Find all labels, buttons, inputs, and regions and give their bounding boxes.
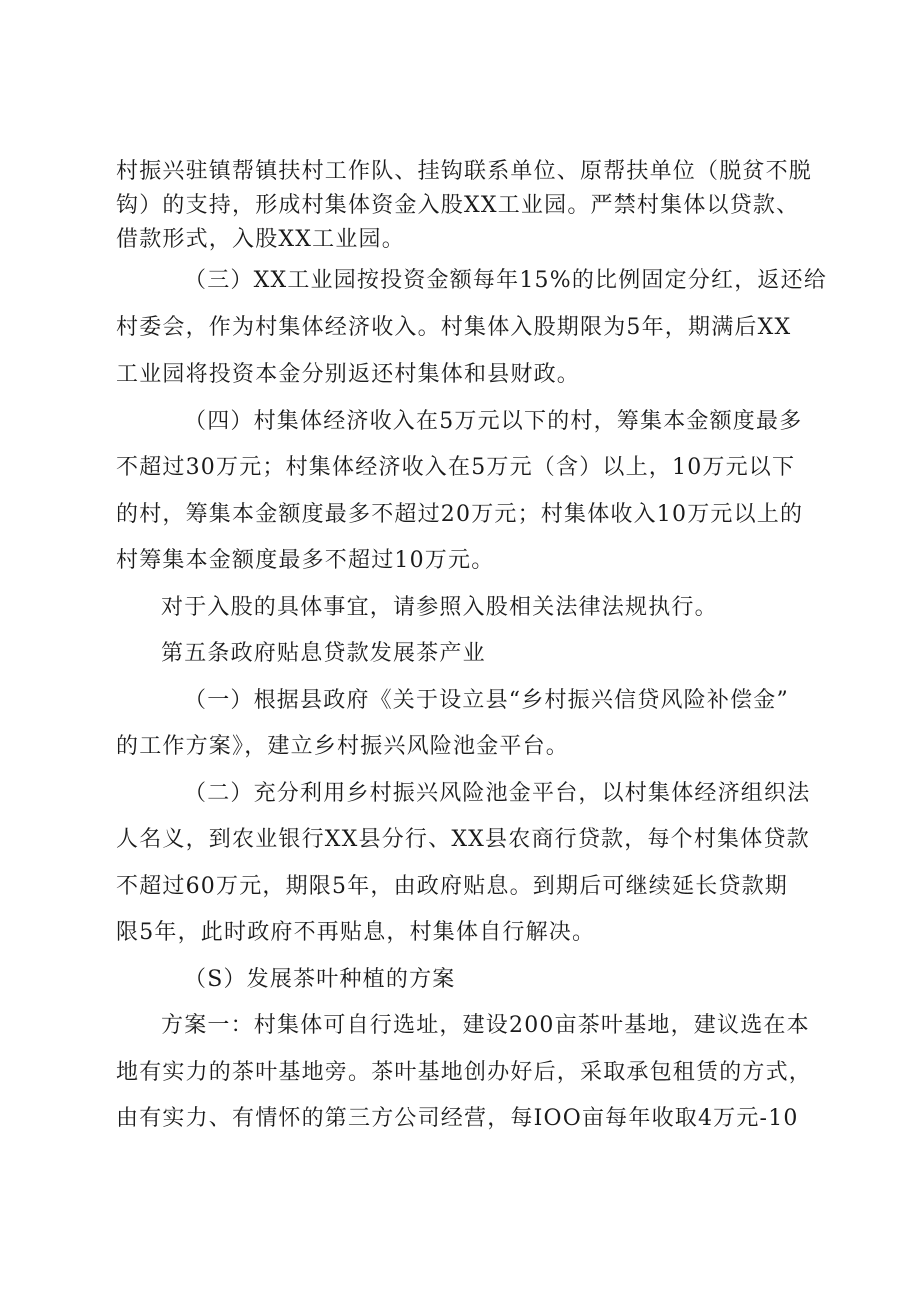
text-line: 对于入股的具体事宜，请参照入股相关法律法规执行。 xyxy=(161,595,718,620)
text-line: 地有实力的茶叶基地旁。茶叶基地创办好后，采取承包租赁的方式， xyxy=(116,1060,813,1085)
text-line: （一）根据县政府《关于设立县“乡村振兴信贷风险补偿金” xyxy=(184,688,789,713)
text-line: （三）XX工业园按投资金额每年15%的比例固定分红，返还给 xyxy=(184,268,828,293)
text-line: 钩）的支持，形成村集体资金入股XX工业园。严禁村集体以贷款、 xyxy=(116,193,800,218)
text-line: 村振兴驻镇帮镇扶村工作队、挂钩联系单位、原帮扶单位（脱贫不脱 xyxy=(116,159,813,184)
text-line: 借款形式，入股XX工业园。 xyxy=(116,227,405,252)
section-heading: 第五条政府贴息贷款发展茶产业 xyxy=(161,641,486,666)
text-line: （四）村集体经济收入在5万元以下的村，筹集本金额度最多 xyxy=(184,409,803,434)
text-line: 工业园将投资本金分别返还村集体和县财政。 xyxy=(116,362,581,387)
text-line: 由有实力、有情怀的第三方公司经营，每IOO亩每年收取4万元-10 xyxy=(116,1106,799,1131)
text-line: 方案一：村集体可自行选址，建设200亩茶叶基地，建议选在本 xyxy=(161,1013,810,1038)
text-line: 限5年，此时政府不再贴息，村集体自行解决。 xyxy=(116,920,596,945)
text-line: 的村，筹集本金额度最多不超过20万元；村集体收入10万元以上的 xyxy=(116,502,804,527)
text-line: （二）充分利用乡村振兴风险池金平台，以村集体经济组织法 xyxy=(184,781,811,806)
text-line: 村委会，作为村集体经济收入。村集体入股期限为5年，期满后XX xyxy=(116,315,792,340)
text-line: 人名义，到农业银行XX县分行、XX县农商行贷款，每个村集体贷款 xyxy=(116,827,810,852)
text-line: 的工作方案》，建立乡村振兴风险池金平台。 xyxy=(116,734,570,759)
text-line: 不超过60万元，期限5年，由政府贴息。到期后可继续延长贷款期 xyxy=(116,874,788,899)
text-line: 村筹集本金额度最多不超过10万元。 xyxy=(116,548,495,573)
text-line: （S）发展茶叶种植的方案 xyxy=(184,967,456,992)
text-line: 不超过30万元；村集体经济收入在5万元（含）以上，10万元以下 xyxy=(116,455,796,480)
